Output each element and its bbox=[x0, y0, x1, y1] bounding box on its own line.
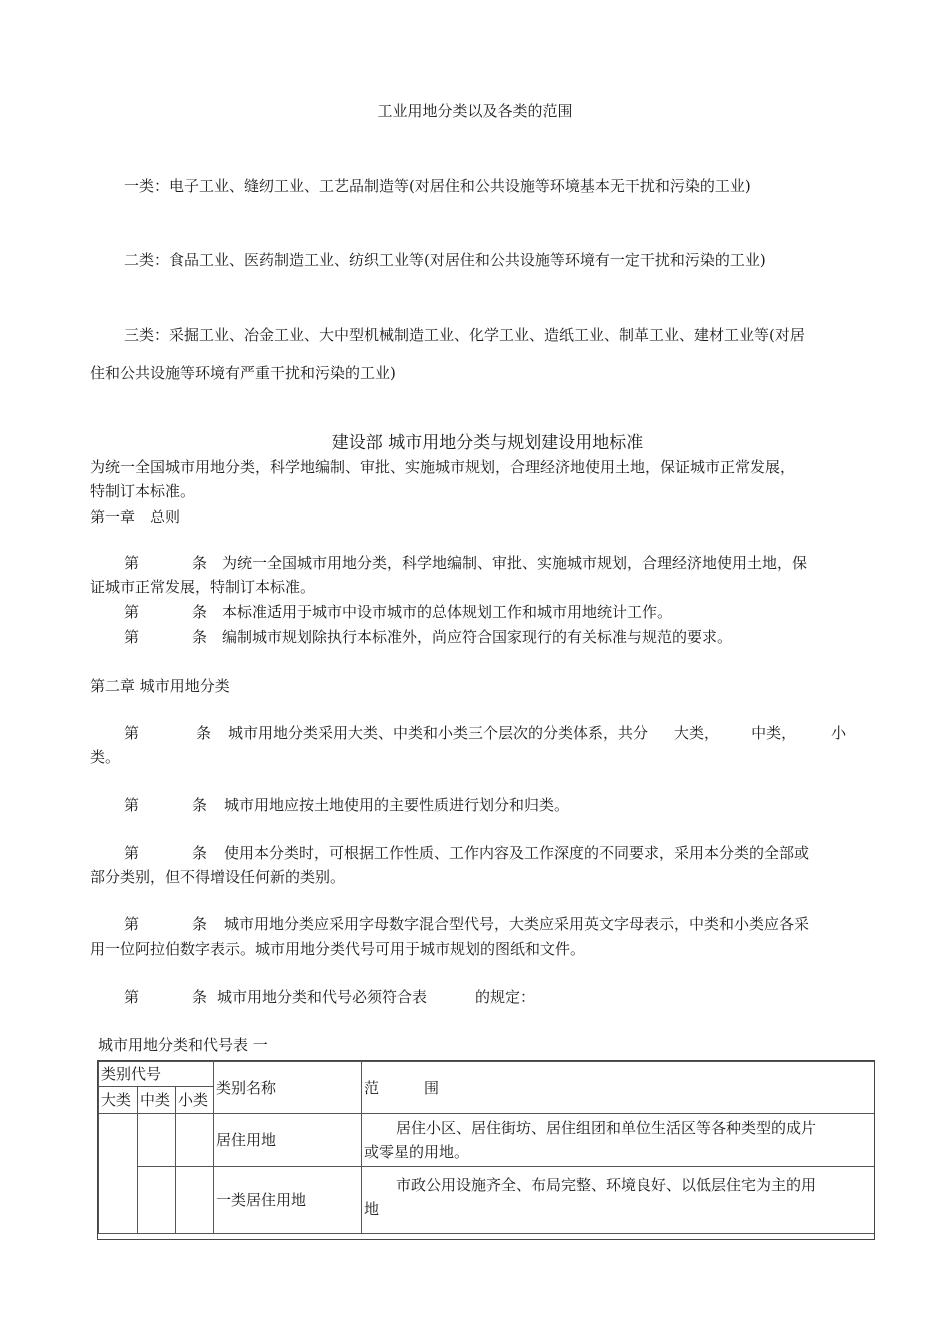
article-di: 第 bbox=[124, 724, 140, 742]
article-text: 使用本分类时，可根据工作性质、工作内容及工作深度的不同要求，采用本分类的全部或 bbox=[224, 844, 810, 862]
article-tiao: 条 bbox=[192, 915, 208, 933]
class3-line1: 三类：采掘工业、冶金工业、大中型机械制造工业、化学工业、造纸工业、制革工业、建材工业等(对居 bbox=[124, 326, 805, 344]
header-range: 范 围 bbox=[362, 1062, 875, 1114]
cell-range bbox=[362, 1167, 875, 1234]
table-row bbox=[99, 1167, 875, 1234]
article-tiao: 条 bbox=[192, 844, 208, 862]
intro-line1: 为统一全国城市用地分类，科学地编制、审批、实施城市规划，合理经济地使用土地，保证城市正常发展， bbox=[90, 458, 796, 476]
cell-zhonglei-code bbox=[138, 1167, 176, 1234]
header-code: 类别代号 bbox=[99, 1062, 214, 1087]
article-text-tail: 的规定： bbox=[475, 988, 536, 1006]
article-di: 第 bbox=[124, 844, 140, 862]
cell-xiaolei-code bbox=[176, 1167, 214, 1234]
table-row bbox=[99, 1114, 875, 1167]
article-text: 本标准适用于城市中设市城市的总体规划工作和城市用地统计工作。 bbox=[222, 603, 673, 621]
article-text: 城市用地分类应采用字母数字混合型代号，大类应采用英文字母表示，中类和小类应各采 bbox=[224, 915, 810, 933]
class2-text: 二类：食品工业、医药制造工业、纺织工业等(对居住和公共设施等环境有一定干扰和污染的工业) bbox=[124, 251, 766, 269]
article-tiao: 条 bbox=[192, 554, 208, 572]
cell-dalei-code bbox=[99, 1114, 138, 1234]
header-name: 类别名称 bbox=[214, 1062, 362, 1114]
table-header-row-1 bbox=[99, 1062, 875, 1087]
header-zhonglei: 中类 bbox=[138, 1087, 176, 1114]
article-di: 第 bbox=[124, 628, 140, 646]
ch2-article4-line2: 用一位阿拉伯数字表示。城市用地分类代号可用于城市规划的图纸和文件。 bbox=[90, 940, 586, 958]
ch2-article1-line1 bbox=[124, 722, 884, 743]
article-tiao: 条 bbox=[192, 603, 208, 621]
article-tiao: 条 bbox=[196, 724, 212, 742]
article-text: 编制城市规划除执行本标准外，尚应符合国家现行的有关标准与规范的要求。 bbox=[222, 628, 733, 646]
cell-name: 居住用地 bbox=[214, 1114, 362, 1167]
cell-xiaolei-code bbox=[176, 1114, 214, 1167]
ch2-article2 bbox=[124, 794, 569, 815]
doc-title-industrial: 工业用地分类以及各类的范围 bbox=[377, 102, 573, 120]
ch2-article5 bbox=[124, 986, 535, 1007]
article-di: 第 bbox=[124, 988, 140, 1006]
header-xiaolei: 小类 bbox=[176, 1087, 214, 1114]
range-line1: 居住小区、居住街坊、居住组团和单位生活区等各种类型的成片 bbox=[396, 1119, 817, 1137]
class1-text: 一类：电子工业、缝纫工业、工艺品制造等(对居住和公共设施等环境基本无干扰和污染的工业) bbox=[124, 177, 751, 195]
ch2-article3-line1 bbox=[124, 842, 809, 863]
article-tiao: 条 bbox=[192, 988, 208, 1006]
cell-zhonglei-code bbox=[138, 1114, 176, 1167]
intro-line2: 特制订本标准。 bbox=[90, 482, 196, 500]
ch1-article2 bbox=[124, 601, 672, 622]
ch2-article1-line2: 类。 bbox=[90, 748, 121, 766]
ch1-article1-line1 bbox=[124, 552, 807, 573]
chapter1-heading: 第一章 总则 bbox=[90, 508, 181, 526]
ch2-article3-line2: 部分类别，但不得增设任何新的类别。 bbox=[90, 868, 346, 886]
article-text: 城市用地应按土地使用的主要性质进行划分和归类。 bbox=[224, 796, 570, 814]
article-text: 城市用地分类和代号必须符合表 bbox=[217, 988, 428, 1006]
chapter2-heading: 第二章 城市用地分类 bbox=[90, 677, 230, 695]
landuse-table bbox=[98, 1061, 875, 1234]
cell-range bbox=[362, 1114, 875, 1167]
article-di: 第 bbox=[124, 554, 140, 572]
ch1-article3 bbox=[124, 626, 732, 647]
article-di: 第 bbox=[124, 796, 140, 814]
range-line2: 地 bbox=[364, 1200, 380, 1218]
header-dalei: 大类 bbox=[99, 1087, 138, 1114]
article-di: 第 bbox=[124, 603, 140, 621]
cell-name: 一类居住用地 bbox=[214, 1167, 362, 1234]
article-tiao: 条 bbox=[192, 628, 208, 646]
class3-line2: 住和公共设施等环境有严重干扰和污染的工业) bbox=[90, 364, 396, 382]
ch2-article4-line1 bbox=[124, 913, 809, 934]
doc-title-standard: 建设部 城市用地分类与规划建设用地标准 bbox=[331, 433, 644, 453]
article-text-xiao: 小 bbox=[831, 724, 847, 742]
article-text-dalei: 大类， bbox=[674, 724, 720, 742]
article-text: 城市用地分类采用大类、中类和小类三个层次的分类体系，共分 bbox=[228, 724, 649, 742]
article-di: 第 bbox=[124, 915, 140, 933]
range-line2: 或零星的用地。 bbox=[364, 1143, 470, 1161]
ch1-article1-line2: 证城市正常发展，特制订本标准。 bbox=[90, 578, 316, 596]
article-tiao: 条 bbox=[192, 796, 208, 814]
article-text: 为统一全国城市用地分类，科学地编制、审批、实施城市规划，合理经济地使用土地，保 bbox=[222, 554, 808, 572]
article-text-zhonglei: 中类， bbox=[751, 724, 797, 742]
table-caption: 城市用地分类和代号表 一 bbox=[98, 1036, 268, 1054]
range-line1: 市政公用设施齐全、布局完整、环境良好、以低层住宅为主的用 bbox=[396, 1176, 817, 1194]
